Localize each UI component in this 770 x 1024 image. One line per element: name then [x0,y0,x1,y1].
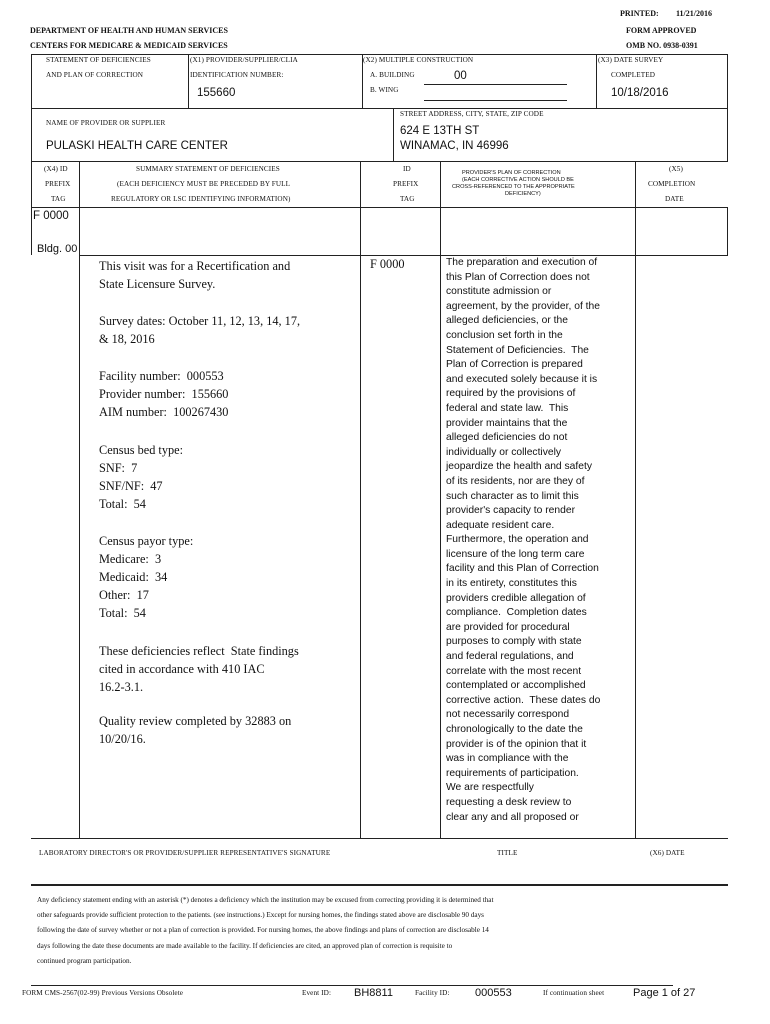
x1-label-1: (X1) PROVIDER/SUPPLIER/CLIA [190,56,298,64]
statement-label-1: STATEMENT OF DEFICIENCIES [46,56,151,64]
survey-date-value: 10/18/2016 [611,87,669,99]
summary-paragraph: Survey dates: October 11, 12, 13, 14, 17, & 18, 2016 [99,314,301,346]
form-number: FORM CMS-2567(02-99) Previous Versions Obsolete [22,989,184,997]
building-value: 00 [454,70,467,82]
continuation-label: If continuation sheet [543,989,605,997]
event-id: BH8811 [354,987,393,999]
deficiency-notice: Any deficiency statement ending with an asterisk (*) denotes a deficiency which the institution may be excused from correcting providing it is determined that other safeguards provide sufficient protection to the patients. (see instructions.) Except for nursing homes, the findings stated above are disclosable 90 days following the date of survey whether or not a plan of correction is provided. For nursing homes, the above findings and plans of correction are disclosable 14 days following the date these documents are made available to the facility. If deficiencies are cited, an approved plan of correction is requisite to continued program participation. [37,896,494,965]
x5-label-3: DATE [665,195,684,203]
x5-label-2: COMPLETION [648,180,696,188]
address-label: STREET ADDRESS, CITY, STATE, ZIP CODE [400,110,544,118]
date-label: (X6) DATE [650,849,685,857]
x1-label-2: IDENTIFICATION NUMBER: [190,71,284,79]
x3-label-2: COMPLETED [611,71,656,79]
printed-label: PRINTED: [620,9,659,18]
poc-header-1: PROVIDER'S PLAN OF CORRECTION [462,170,561,176]
poc-header-3: CROSS-REFERENCED TO THE APPROPRIATE [452,184,575,190]
signature-label: LABORATORY DIRECTOR'S OR PROVIDER/SUPPLIER REPRESENTATIVE'S SIGNATURE [39,849,331,857]
address-line-1: 624 E 13TH ST [400,125,480,137]
poc-header-2: (EACH CORRECTIVE ACTION SHOULD BE [462,177,574,183]
x4-label-3: TAG [51,195,66,203]
facility-id-label: Facility ID: [415,989,450,997]
event-id-label: Event ID: [302,989,332,997]
building-tag: Bldg. 00 [37,243,78,255]
summary-header-3: REGULATORY OR LSC IDENTIFYING INFORMATION) [111,195,291,203]
provider-name-label: NAME OF PROVIDER OR SUPPLIER [46,119,166,127]
x4-label-1: (X4) ID [44,165,68,173]
x2-label: (X2) MULTIPLE CONSTRUCTION [363,56,474,64]
x5-label-1: (X5) [669,165,683,173]
id-label-1: ID [403,165,411,173]
provider-name: PULASKI HEALTH CARE CENTER [46,140,228,152]
agency-line-1: DEPARTMENT OF HEALTH AND HUMAN SERVICES [30,26,228,35]
poc-header-4: DEFICIENCY) [505,191,541,197]
right-tag: F 0000 [370,257,405,271]
plan-of-correction-text: The preparation and execution of this Plan of Correction does not constitute admission or agreement, by the provider, of the alleged deficiencies, or the conclusion set forth in the Statement of Deficiencies. The Plan of Correction is prepared and executed solely because it is required by the provisions of federal and state law. This provider maintains that the alleged deficiencies do not individually or collectively jeopardize the health and safety of its residents, nor are they of such character as to limit this provider's capacity to render adequate resident care. Furthermore, the operation and licensure of the long term care facility and this Plan of Correction in its entirety, constitutes this providers credible allegation of compliance. Completion dates are provided for procedural purposes to comply with state and federal regulations, and correlate with the most recent contemplated or accomplished corrective action. These dates do not necessarily correspond chronologically to the date the provider is of the opinion that it was in compliance with the requirements of participation. We are respectfully requesting a desk review to clear any and all proposed or [446,257,601,823]
facility-id: 000553 [475,987,512,999]
agency-line-2: CENTERS FOR MEDICARE & MEDICAID SERVICES [30,41,228,50]
summary-header-1: SUMMARY STATEMENT OF DEFICIENCIES [136,165,280,173]
x4-label-2: PREFIX [45,180,71,188]
wing-label: B. WING [370,86,399,94]
page-number: Page 1 of 27 [633,987,696,999]
building-label: A. BUILDING [370,71,415,79]
title-label: TITLE [497,849,518,857]
form-approved: FORM APPROVED [626,26,697,35]
summary-paragraph: Census payor type: Medicare: 3 Medicaid: 34 Other: 17 Total: 54 [99,534,194,620]
provider-id-value: 155660 [197,87,236,99]
id-label-2: PREFIX [393,180,419,188]
x3-label-1: (X3) DATE SURVEY [598,56,664,64]
omb-number: OMB NO. 0938-0391 [626,41,698,50]
statement-label-2: AND PLAN OF CORRECTION [46,71,144,79]
summary-paragraph: This visit was for a Recertification and State Licensure Survey. [99,259,291,291]
left-tag: F 0000 [33,210,69,222]
summary-paragraph: These deficiencies reflect State findings cited in accordance with 410 IAC 16.2-3.1. [99,644,299,694]
id-label-3: TAG [400,195,415,203]
summary-paragraph: Quality review completed by 32883 on 10/20/16. [99,714,292,746]
summary-header-2: (EACH DEFICIENCY MUST BE PRECEDED BY FULL [117,180,291,188]
printed-date: 11/21/2016 [676,9,713,18]
address-line-2: WINAMAC, IN 46996 [400,140,509,152]
summary-paragraph: Facility number: 000553 Provider number: 155660 AIM number: 100267430 [99,369,229,419]
summary-paragraph: Census bed type: SNF: 7 SNF/NF: 47 Total: 54 [99,443,184,511]
